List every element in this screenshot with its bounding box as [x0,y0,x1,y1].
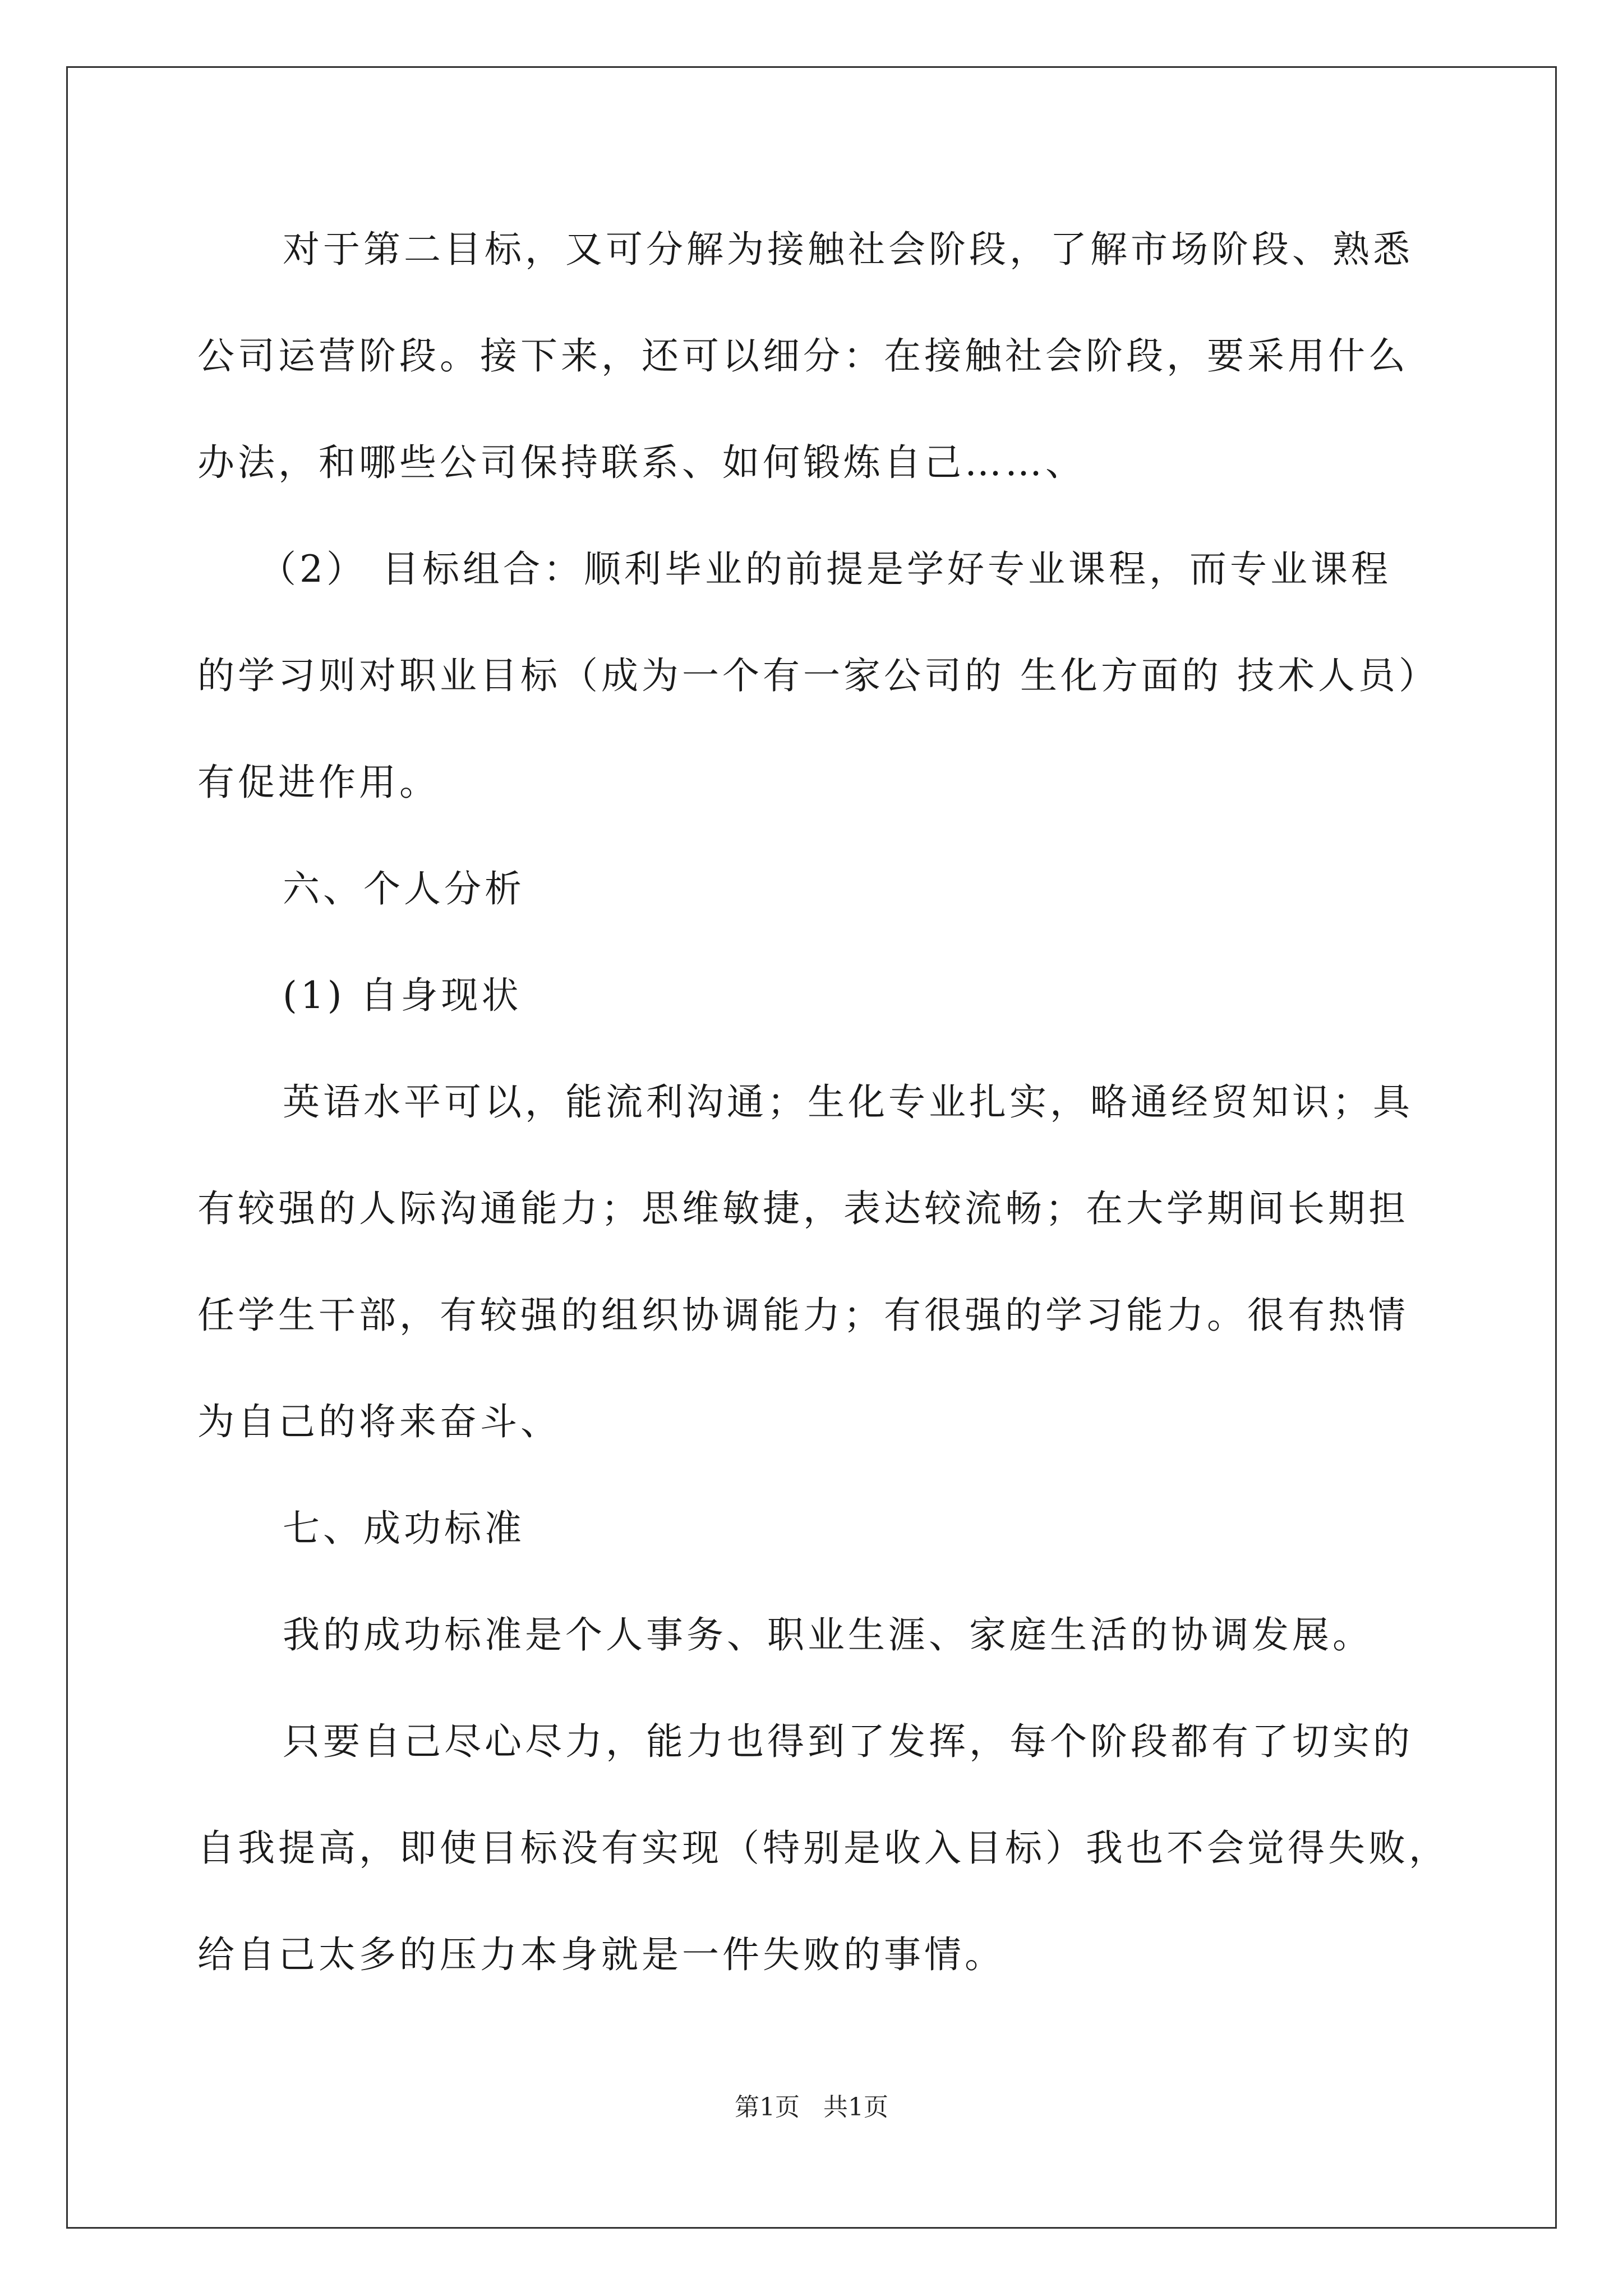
paragraph-line: 公司运营阶段。接下来，还可以细分：在接触社会阶段，要采用什么 [197,334,1409,378]
paragraph-line: 办法，和哪些公司保持联系、如何锻炼自己……、 [197,441,1086,484]
paragraph-line: 有较强的人际沟通能力；思维敏捷，表达较流畅；在大学期间长期担 [197,1187,1409,1230]
subsection-heading: (1) 自身现状 [283,974,522,1017]
section-heading: 六、个人分析 [283,867,525,910]
paragraph-line: 我的成功标准是个人事务、职业生涯、家庭生活的协调发展。 [283,1613,1373,1657]
paragraph-line: 任学生干部，有较强的组织协调能力；有很强的学习能力。很有热情 [197,1294,1409,1337]
paragraph-line: 只要自己尽心尽力，能力也得到了发挥，每个阶段都有了切实的 [283,1720,1413,1763]
page-border [66,66,1557,2229]
page-footer: 第1页 共1页 [735,2093,888,2122]
paragraph-line: 有促进作用。 [197,761,440,804]
paragraph-line: 为自己的将来奋斗、 [197,1400,561,1443]
paragraph-line: 给自己太多的压力本身就是一件失败的事情。 [197,1933,1005,1976]
paragraph-line: 自我提高，即使目标没有实现（特别是收入目标）我也不会觉得失败， [197,1826,1449,1870]
paragraph-line: 英语水平可以，能流利沟通；生化专业扎实，略通经贸知识；具 [283,1080,1413,1124]
paragraph-line: 对于第二目标，又可分解为接触社会阶段，了解市场阶段、熟悉 [283,228,1413,271]
section-heading: 七、成功标准 [283,1507,525,1550]
paragraph-line: 的学习则对职业目标（成为一个有一家公司的 生化方面的 技术人员） [197,654,1439,697]
paragraph-line: （2） 目标组合：顺利毕业的前提是学好专业课程，而专业课程 [259,547,1391,591]
